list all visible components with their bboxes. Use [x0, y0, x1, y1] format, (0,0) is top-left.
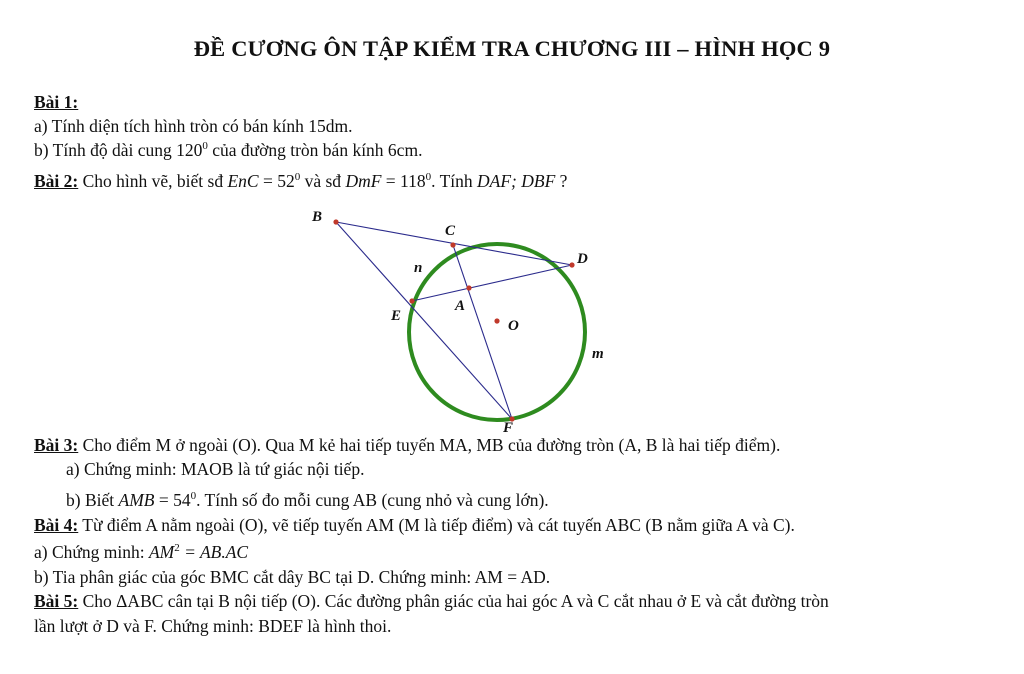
bai2-text1: Cho hình vẽ, biết sđ [78, 171, 228, 191]
bai1-b-pre: b) Tính độ dài cung [34, 140, 177, 160]
label-o: O [508, 318, 519, 334]
point-a [466, 285, 471, 290]
bai5-text: Cho ΔABC cân tại B nội tiếp (O). Các đường phân giác của hai góc A và C cắt nhau ở E và cắt đường tròn [78, 591, 829, 611]
bai5-statement-cont: lần lượt ở D và F. Chứng minh: BDEF là hình thoi. [34, 616, 392, 636]
label-c: C [445, 223, 456, 239]
label-a: A [455, 298, 466, 314]
label-f: F [503, 420, 514, 435]
bai2-ask: DAF; DBF [477, 171, 556, 191]
bai2-deg2: 0 [425, 171, 432, 184]
bai4-a-expr1: AM [148, 542, 175, 562]
label-e: E [391, 308, 402, 324]
bai4-a-exp: 2 [174, 542, 180, 555]
bai2-statement [34, 171, 567, 192]
bai2-deg1: 0 [294, 171, 301, 184]
bai1-b-post: của đường tròn bán kính 6cm. [207, 140, 423, 160]
bai2-eq2: = 118 [381, 171, 426, 191]
label-d: D [577, 251, 588, 267]
bai5-label: Bài 5: [34, 591, 79, 611]
label-m: m [592, 346, 604, 362]
bai3-b-angle: AMB [118, 490, 155, 510]
bai4-part-a [34, 542, 248, 563]
bai4-statement [34, 515, 795, 536]
bai4-text: Từ điểm A nằm ngoài (O), vẽ tiếp tuyến AM (M là tiếp điểm) và cát tuyến ABC (B nằm giữa A và C). [78, 515, 795, 535]
point-c [450, 242, 455, 247]
bai1-part-b [34, 140, 422, 161]
bai3-b-degree: 0 [190, 490, 197, 503]
point-o [494, 318, 499, 323]
bai2-arc-enc: EnC [227, 171, 259, 191]
bai1-part-a: a) Tính diện tích hình tròn có bán kính 15dm. [34, 116, 353, 136]
label-b: B [312, 209, 323, 225]
point-e [409, 298, 414, 303]
segment-cf [453, 245, 512, 419]
geometry-figure [300, 200, 630, 435]
bai3-statement [34, 435, 780, 456]
page-title: ĐỀ CƯƠNG ÔN TẬP KIỂM TRA CHƯƠNG III – HÌNH HỌC 9 [193, 36, 831, 61]
bai2-label: Bài 2: [34, 171, 79, 191]
bai1-b-angle: 120 [176, 140, 203, 160]
bai2-text2: . Tính [431, 171, 478, 191]
bai2-arc-dmf: DmF [345, 171, 382, 191]
bai4-a-pre: a) Chứng minh: [34, 542, 149, 562]
point-d [569, 262, 574, 267]
bai1-heading [34, 92, 78, 113]
bai4-a-expr2: = AB.AC [179, 542, 249, 562]
bai3-b-eq: = 54 [154, 490, 191, 510]
bai2-eq1: = 52 [258, 171, 295, 191]
bai4-part-b: b) Tia phân giác của góc BMC cắt dây BC tại D. Chứng minh: AM = AD. [34, 567, 551, 587]
bai2-q: ? [555, 171, 568, 191]
bai1-label: Bài 1: [34, 92, 79, 112]
bai1-b-degree: 0 [202, 140, 208, 153]
bai3-part-b [66, 490, 549, 511]
circle-o [409, 244, 585, 420]
segment-bf [336, 222, 512, 419]
bai3-label: Bài 3: [34, 435, 79, 455]
bai4-label: Bài 4: [34, 515, 79, 535]
bai3-part-a: a) Chứng minh: MAOB là tứ giác nội tiếp. [66, 459, 365, 479]
bai3-b-post: . Tính số đo mỗi cung AB (cung nhỏ và cung lớn). [196, 490, 549, 510]
label-n: n [414, 260, 423, 276]
bai3-text: Cho điểm M ở ngoài (O). Qua M kẻ hai tiếp tuyến MA, MB của đường tròn (A, B là hai tiếp điểm). [78, 435, 781, 455]
bai5-statement [34, 591, 829, 612]
bai3-b-pre: b) Biết [66, 490, 119, 510]
point-b [333, 219, 338, 224]
bai2-mid: và sđ [300, 171, 346, 191]
